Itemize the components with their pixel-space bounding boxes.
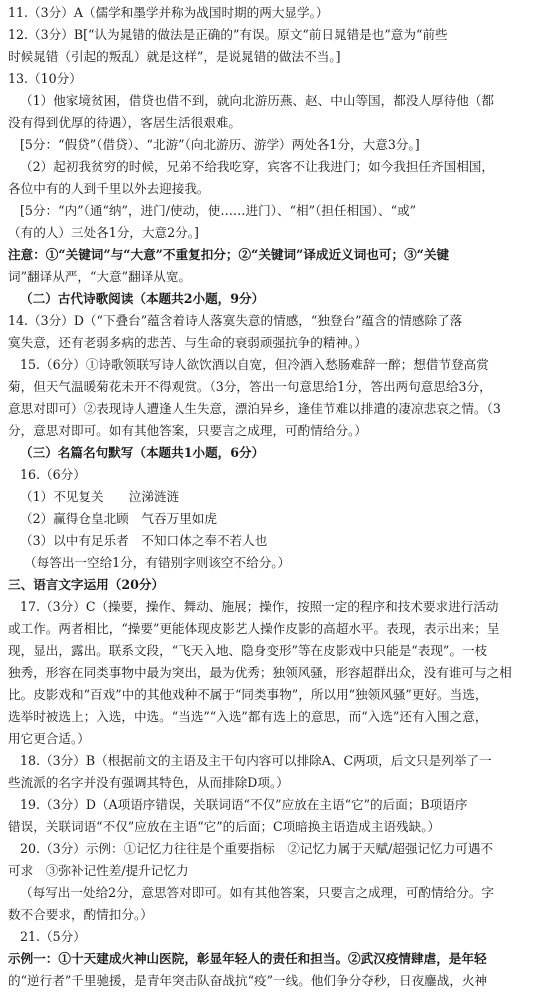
answer-13-part1: （1）他家境贫困，借贷也借不到，就向北游历燕、赵、中山等国，都没人厚待他（都 bbox=[20, 93, 494, 108]
section-language-heading: 三、语言文字运用（20分） bbox=[8, 577, 165, 592]
answer-20-note-cont: 数不合要求，酌情扣分。） bbox=[8, 907, 153, 922]
answer-12: 12.（3分）B[“认为晁错的做法是正确的”有误。原文“前日晁错是也”意为“前些 bbox=[8, 27, 448, 42]
answer-17-cont-1: 或工作。两者相比，“操要”更能体现皮影艺人操作皮影的高超水平。表现，表示出来；呈 bbox=[8, 621, 500, 636]
answer-21-header: 21.（5分） bbox=[20, 929, 86, 944]
answer-19-cont: 错误，关联词语“不仅”应放在主语“它”的后面；C项暗换主语造成主语残缺。） bbox=[8, 819, 441, 834]
answer-14-cont: 寞失意，还有老弱多病的悲苦、与生命的衰弱顽强抗争的精神。） bbox=[8, 335, 367, 350]
answer-17-cont-3: 独秀，形容在同类事物中最为突出，最为优秀；独领风骚，形容超群出众，没有谁可与之相 bbox=[8, 665, 512, 680]
answer-19: 19.（3分）D（A项语序错误，关联词语“不仅”应放在主语“它”的后面；B项语序 bbox=[20, 797, 468, 812]
answer-13-note-cont: 词”翻译从严，“大意”翻译从宽。 bbox=[8, 269, 192, 284]
answer-15-cont-1: 菊，但天气温暖菊花未开不得观赏。（3分，答出一句意思给1分，答出两句意思给3分， bbox=[8, 379, 492, 394]
answer-16-item3: （3）以中有足乐者 不知口体之奉不若人也 bbox=[20, 533, 268, 548]
answer-17-cont-5: 选举时被选上；入选，中选。“当选”“入选”都有选上的意思，而“入选”还有入围之意， bbox=[8, 709, 488, 724]
answer-20-note: （每写出一处给2分，意思答对即可。如有其他答案，只要言之成理，可酌情给分。字 bbox=[20, 885, 494, 900]
answer-16-note: （每答出一空给1分，有错别字则该空不给分。） bbox=[24, 555, 291, 570]
answer-11: 11.（3分）A（儒学和墨学并称为战国时期的两大显学。） bbox=[8, 5, 329, 20]
answer-13-part2-scoring: [5分：“内”（通“纳”，进门/使动，使……进门）、“相”（担任相国）、“或” bbox=[20, 203, 417, 218]
answer-16-item2: （2）赢得仓皇北顾 气吞万里如虎 bbox=[20, 511, 217, 526]
answer-17-cont-6: 用它更合适。） bbox=[8, 731, 90, 746]
answer-13-part2-cont: 各位中有的人到千里以外去迎接我。 bbox=[8, 181, 210, 196]
answer-16-item1: （1）不见复关 泣涕涟涟 bbox=[20, 489, 180, 504]
section-recitation-heading: （三）名篇名句默写（本题共1小题，6分） bbox=[20, 445, 265, 460]
answer-13-part1-scoring: [5分：“假贷”（借贷）、“北游”（向北游历、游学）两处各1分，大意3分。] bbox=[20, 137, 420, 152]
answer-18: 18.（3分）B（根据前文的主语及主干句内容可以排除A、C两项，后文只是列举了一 bbox=[20, 753, 492, 768]
answer-13-part1-cont: 没有得到优厚的待遇），客居生活很艰难。 bbox=[8, 115, 241, 130]
answer-20-cont: 可求 ③弥补记性差/提升记忆力 bbox=[8, 863, 189, 878]
answer-17: 17.（3分）C（操要，操作、舞动、施展；操作，按照一定的程序和技术要求进行活动 bbox=[20, 599, 499, 614]
answer-13-part2: （2）起初我贫穷的时候，兄弟不给我吃穿，宾客不让我进门；如今我担任齐国相国， bbox=[20, 159, 494, 174]
answer-12-cont: 时候晁错（引起的叛乱）就是这样”，是说晁错的做法不当。] bbox=[8, 49, 341, 64]
answer-21-example1-cont: 的“逆行者”千里驰援，是青年突击队奋战抗“疫”一线。他们争分夺秒，日夜鏖战，火神 bbox=[8, 973, 488, 988]
answer-14: 14.（3分）D（“下叠台”蕴含着诗人落寞失意的情感，“独登台”蕴含的情感除了落 bbox=[8, 313, 463, 328]
answer-13-note: 注意：①“关键词”与“大意”不重复扣分；②“关键词”译成近义词也可；③“关键 bbox=[8, 247, 450, 262]
answer-13-part2-scoring-cont: （有的人）三处各1分，大意2分。] bbox=[8, 225, 199, 240]
answer-13-header: 13.（10分） bbox=[8, 71, 82, 86]
answer-18-cont: 些流派的名字并没有强调其特色，从而排除D项。） bbox=[8, 775, 289, 790]
answer-15: 15.（6分）①诗歌领联写诗人欲饮酒以自宽，但冷酒入愁肠难辞一醉；想借节登高赏 bbox=[20, 357, 489, 372]
answer-20: 20.（3分）示例：①记忆力往往是个重要指标 ②记忆力属于天赋/超强记忆力可遇不 bbox=[20, 841, 494, 856]
answer-15-cont-3: 分，意思对即可。如有其他答案，只要言之成理，可酌情给分。） bbox=[8, 423, 367, 438]
answer-17-cont-2: 现，显出，露出。联系文段，“飞天入地、隐身变形”等在皮影戏中只能是“表现”。一枝 bbox=[8, 643, 488, 658]
answer-15-cont-2: 意思对即可）②表现诗人遭逢人生失意，漂泊异乡，逢佳节难以排遣的凄凉悲哀之情。（3 bbox=[8, 401, 501, 416]
answer-21-example1: 示例一：①十天建成火神山医院，彰显年轻人的责任和担当。②武汉疫情肆虐，是年轻 bbox=[8, 951, 487, 966]
answer-17-cont-4: 比。皮影戏和“百戏”中的其他戏种不属于“同类事物”，所以用“独领风骚”更好。当选， bbox=[8, 687, 488, 702]
section-poetry-heading: （二）古代诗歌阅读（本题共2小题，9分） bbox=[20, 291, 265, 306]
answer-16-header: 16.（6分） bbox=[20, 467, 86, 482]
